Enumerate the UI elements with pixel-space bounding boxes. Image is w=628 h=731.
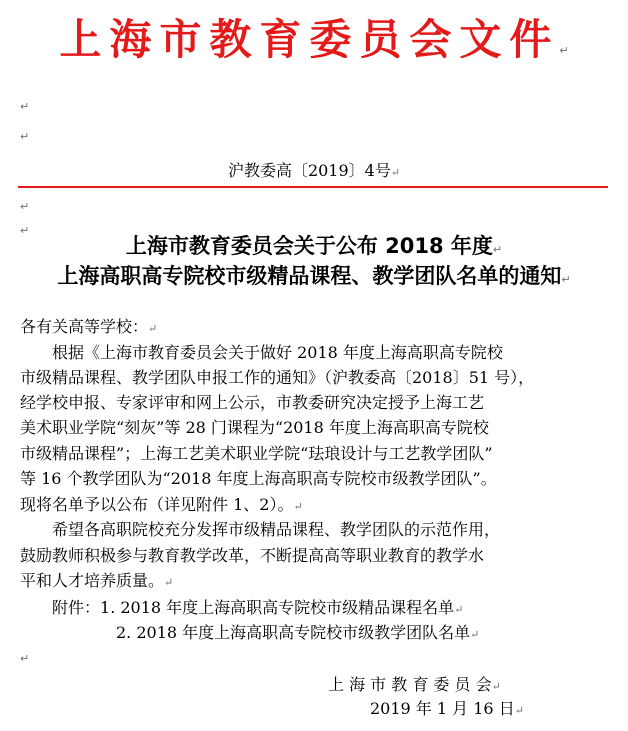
body-line: 根据《上海市教育委员会关于做好 2018 年度上海高职高专院校 <box>52 343 503 362</box>
notice-title-line-2: 上海高职高专院校市级精品课程、教学团队名单的通知↵ <box>57 264 571 288</box>
paragraph-mark-icon: ↵ <box>20 100 30 113</box>
body-line: 希望各高职院校充分发挥市级精品课程、教学团队的示范作用， <box>52 520 501 539</box>
attachment-item-1: 附件：1. 2018 年度上海高职高专院校市级精品课程名单↵ <box>52 598 464 617</box>
body-line: 市级精品课程、教学团队申报工作的通知》（沪教委高〔2018〕51 号）， <box>20 368 535 387</box>
document-number: 沪教委高〔2019〕4号↵ <box>227 161 401 180</box>
paragraph-mark-icon: ↵ <box>20 652 30 665</box>
paragraph-mark-icon: ↵ <box>491 680 501 693</box>
paragraph-mark-icon: ↵ <box>148 322 158 335</box>
attachment-label: 附件： <box>52 598 101 617</box>
paragraph-mark-icon: ↵ <box>561 273 571 286</box>
salutation: 各有关高等学校：↵ <box>20 317 158 336</box>
body-line: 鼓励教师积极参与教育教学改革，不断提高高等职业教育的教学水 <box>20 546 485 565</box>
notice-title-line-1: 上海市教育委员会关于公布 2018 年度↵ <box>125 234 503 258</box>
masthead-title: 上海市教育委员会文件↵ <box>59 15 569 64</box>
body-line: 经学校申报、专家评审和网上公示，市教委研究决定授予上海工艺 <box>20 393 485 412</box>
attachment-item-2: 2. 2018 年度上海高职高专院校市级教学团队名单↵ <box>116 623 480 642</box>
signature-date: 2019 年 1 月 16 日↵ <box>370 699 524 718</box>
signature-organization: 上 海 市 教 育 委 员 会↵ <box>328 675 501 694</box>
body-line: 平和人才培养质量。↵ <box>20 571 174 590</box>
paragraph-mark-icon: ↵ <box>20 224 30 237</box>
paragraph-mark-icon: ↵ <box>164 576 174 589</box>
paragraph-mark-icon: ↵ <box>20 130 30 143</box>
paragraph-mark-icon: ↵ <box>293 500 303 513</box>
paragraph-mark-icon: ↵ <box>454 603 464 616</box>
paragraph-mark-icon: ↵ <box>559 44 569 57</box>
paragraph-mark-icon: ↵ <box>470 628 480 641</box>
body-line: 现将名单予以公布（详见附件 1、2）。↵ <box>20 495 303 514</box>
body-line: 美术职业学院“刻灰”等 28 门课程为“2018 年度上海高职高专院校 <box>20 418 489 437</box>
red-divider-line <box>18 186 608 188</box>
body-line: 等 16 个教学团队为“2018 年度上海高职高专院校市级教学团队”。 <box>20 469 497 488</box>
paragraph-mark-icon: ↵ <box>390 166 401 179</box>
paragraph-mark-icon: ↵ <box>492 243 503 256</box>
paragraph-mark-icon: ↵ <box>20 200 30 213</box>
body-line: 市级精品课程”；上海工艺美术职业学院“珐琅设计与工艺教学团队” <box>20 444 493 463</box>
paragraph-mark-icon: ↵ <box>514 704 524 717</box>
